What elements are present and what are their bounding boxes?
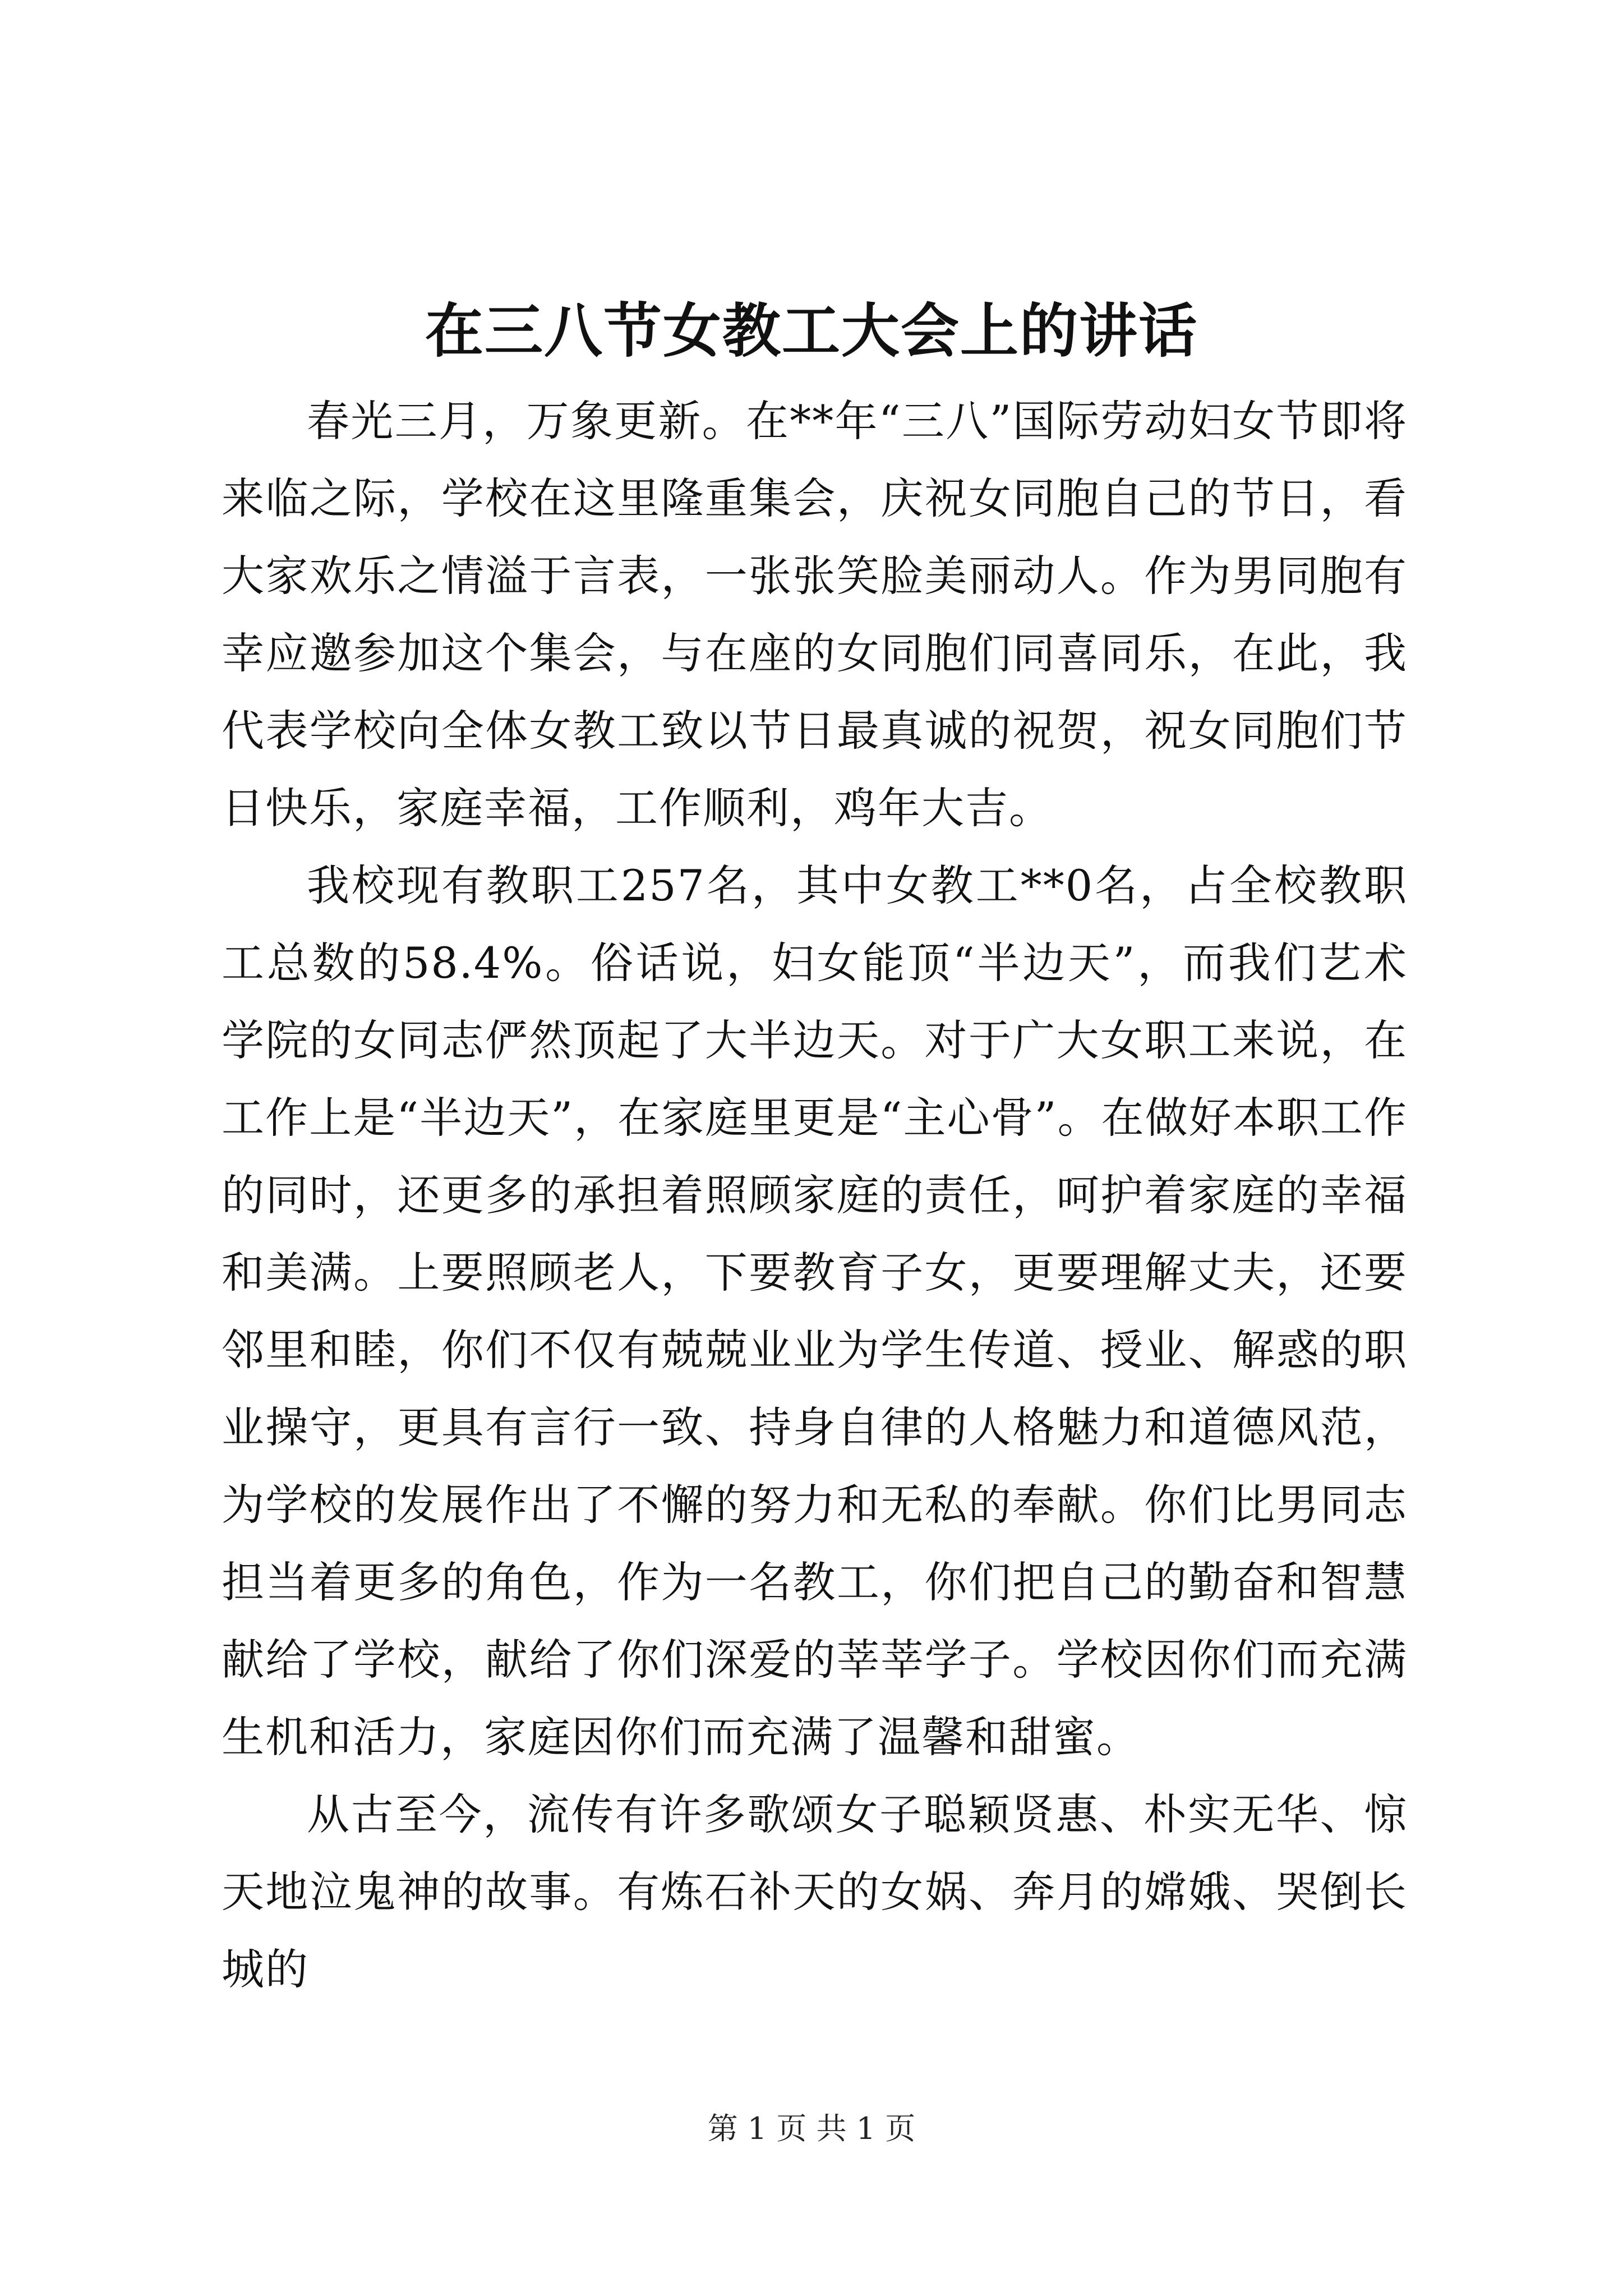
paragraph-3: 从古至今，流传有许多歌颂女子聪颖贤惠、朴实无华、惊天地泣鬼神的故事。有炼石补天的女娲、奔月的嫦娥、哭倒长城的 xyxy=(222,1789,1408,1994)
page-title: 在三八节女教工大会上的讲话 xyxy=(425,296,1198,365)
page-number-footer: 第 1 页 共 1 页 xyxy=(707,2111,916,2146)
paragraph-2: 我校现有教职工257名，其中女教工**0名，占全校教职工总数的58.4%。俗话说，妇女能顶“半边天”，而我们艺术学院的女同志俨然顶起了大半边天。对于广大女职工来说，在工作上是“半边天”，在家庭里更是“主心骨”。在做好本职工作的同时，还更多的承担着照顾家庭的责任，呵护着家庭的幸福和美满。上要照顾老人，下要教育子女，更要理解丈夫，还要邻里和睦，你们不仅有兢兢业业为学生传道、授业、解惑的职业操守，更具有言行一致、持身自律的人格魅力和道德风范，为学校的发展作出了不懈的努力和无私的奉献。你们比男同志担当着更多的角色，作为一名教工，你们把自己的勤奋和智慧献给了学校，献给了你们深爱的莘莘学子。学校因你们而充满生机和活力，家庭因你们而充满了温馨和甜蜜。 xyxy=(222,861,1408,1762)
document-body xyxy=(222,383,1408,2008)
paragraph-1: 春光三月，万象更新。在**年“三八”国际劳动妇女节即将来临之际，学校在这里隆重集会，庆祝女同胞自己的节日，看大家欢乐之情溢于言表，一张张笑脸美丽动人。作为男同胞有幸应邀参加这个集会，与在座的女同胞们同喜同乐，在此，我代表学校向全体女教工致以节日最真诚的祝贺，祝女同胞们节日快乐，家庭幸福，工作顺利，鸡年大吉。 xyxy=(222,396,1408,833)
